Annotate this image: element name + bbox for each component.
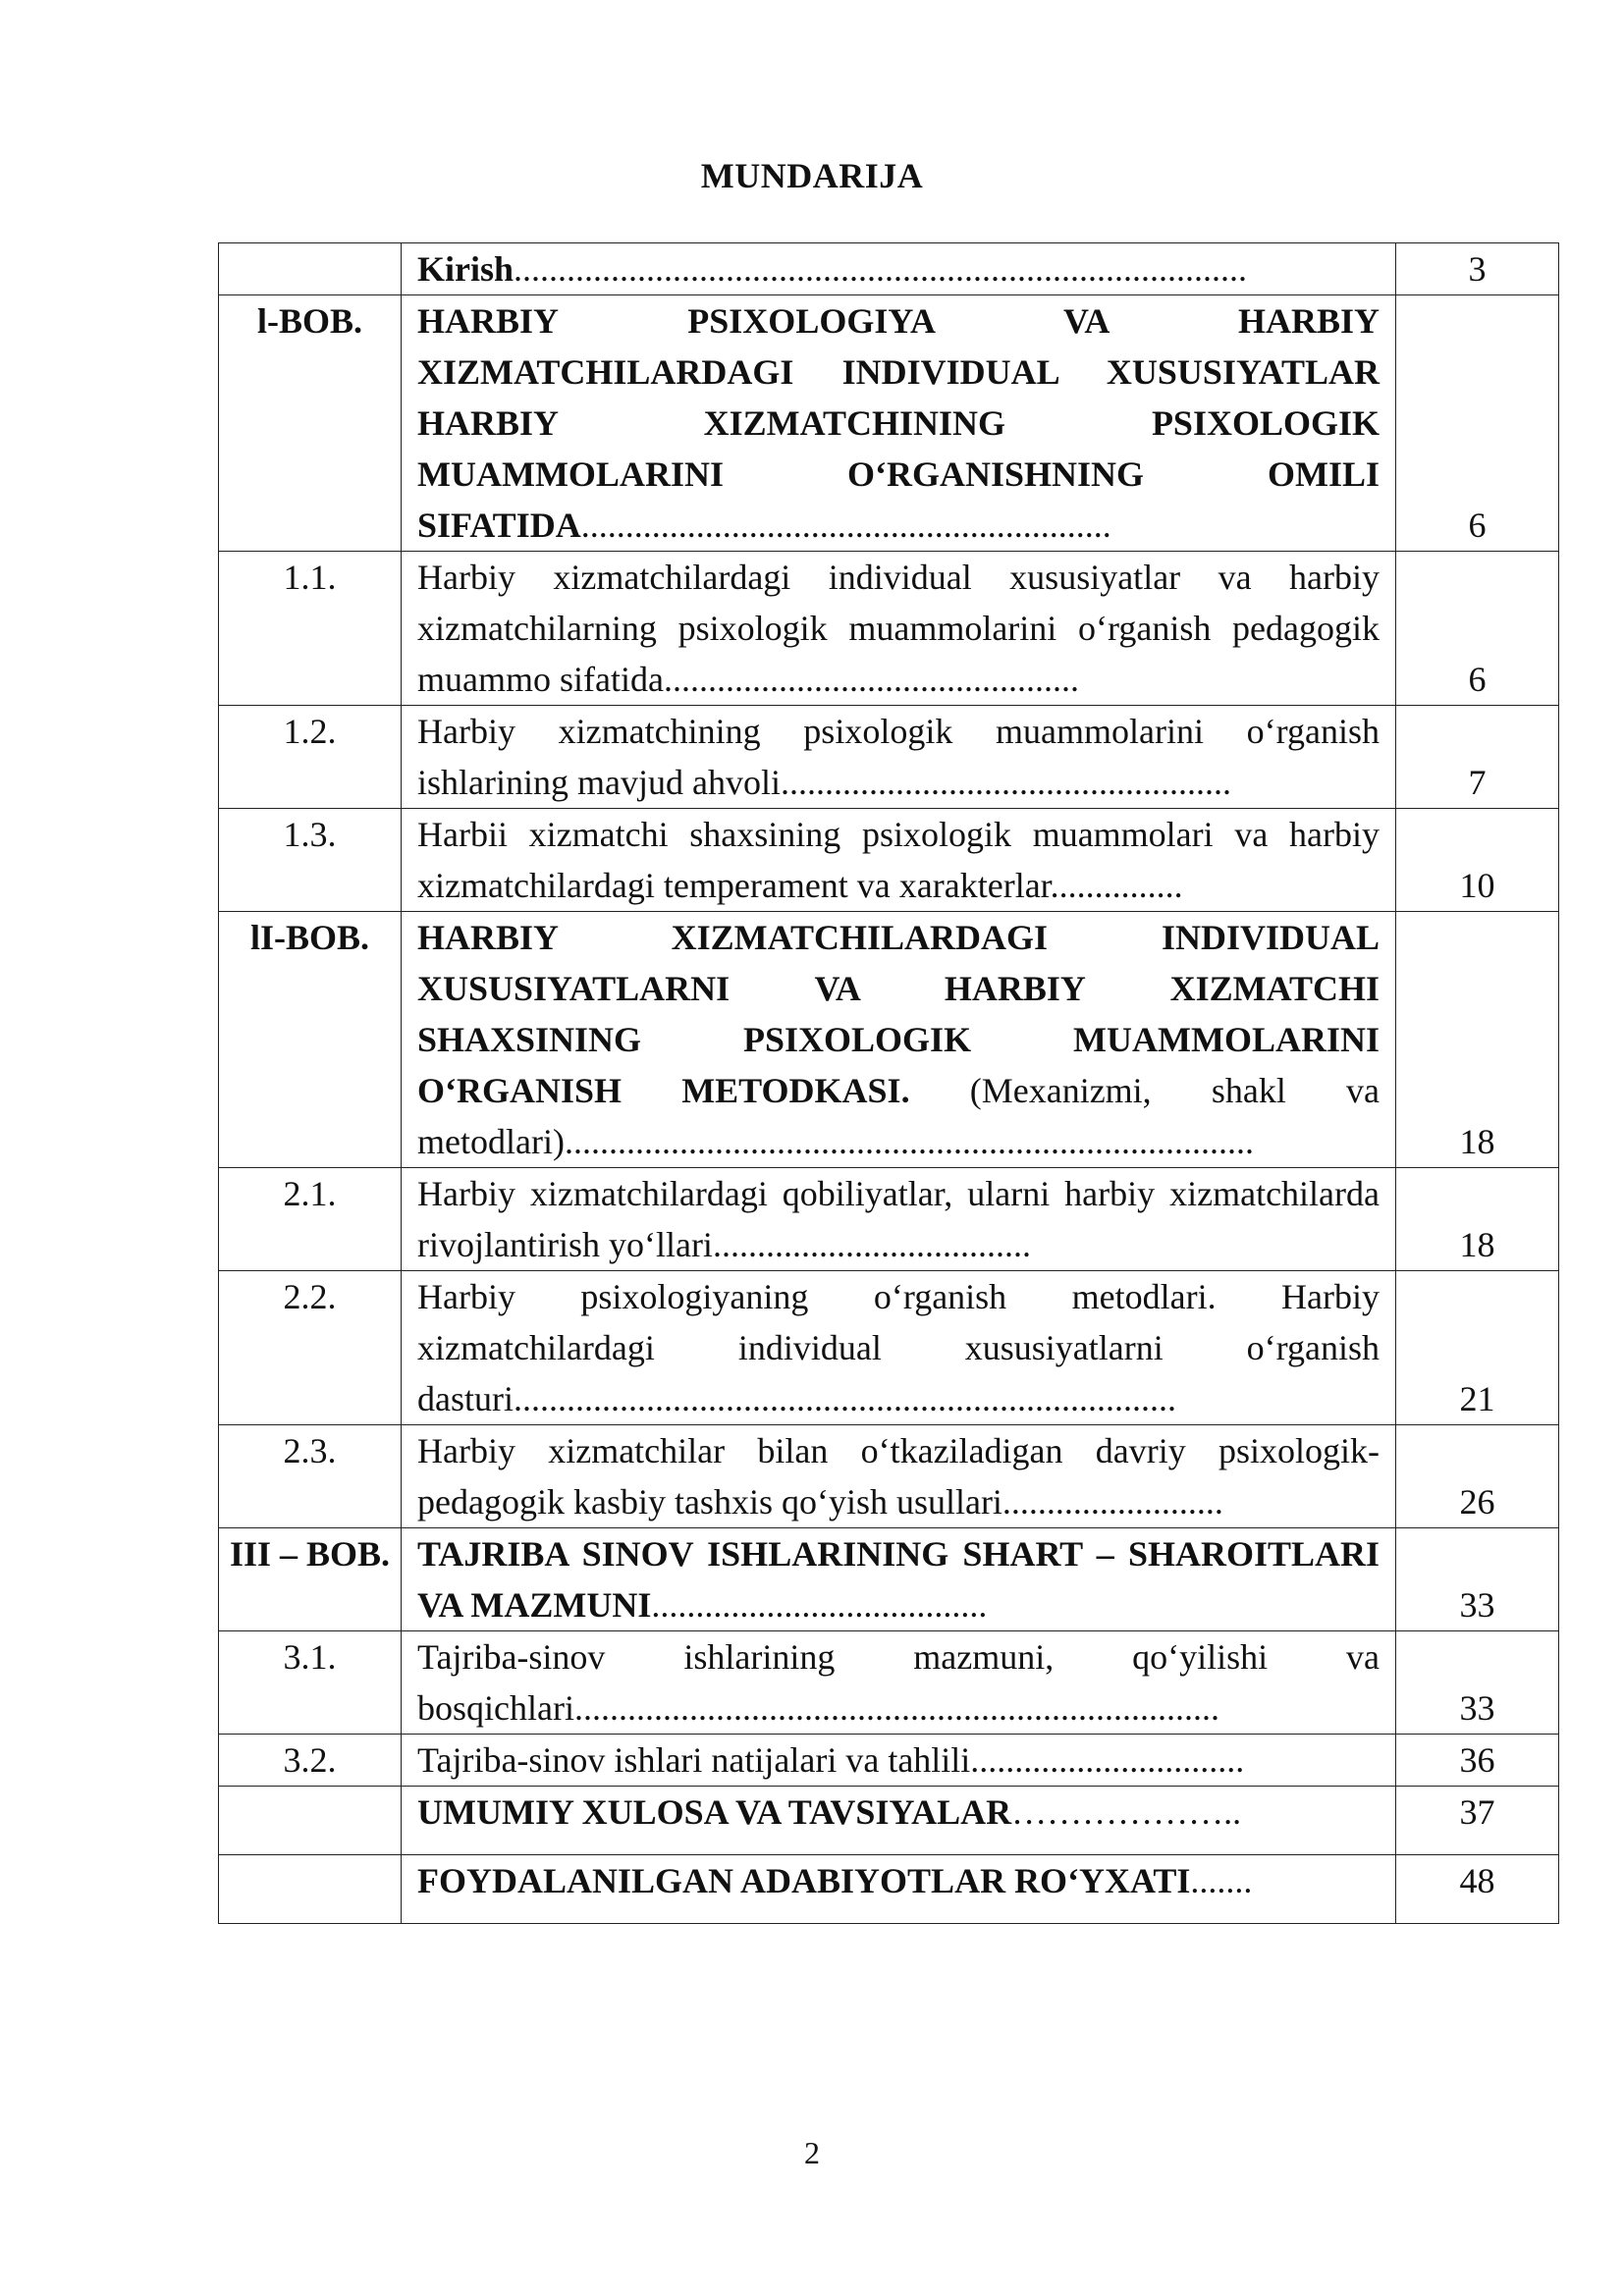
toc-row-3-2 xyxy=(219,1735,1559,1787)
page-number: 2 xyxy=(804,2135,820,2170)
toc-number: 1.3. xyxy=(219,809,402,912)
toc-number xyxy=(219,1855,402,1924)
toc-title xyxy=(402,295,1396,552)
toc-title-main: TAJRIBA SINOV ISHLARINING SHART – SHAROITLARI VA MAZMUNI xyxy=(417,1534,1380,1625)
toc-title-main: Kirish xyxy=(417,249,514,289)
toc-title-main: Harbiy xizmatchilardagi individual xususiyatlar va harbiy xizmatchilarning psixologik muammolarini o‘rganish pedagogik muammo sifatida............................................... xyxy=(417,558,1380,699)
toc-number: III – BOB. xyxy=(219,1528,402,1631)
toc-title xyxy=(402,1528,1396,1631)
toc-title-main: HARBIY PSIXOLOGIYA VA HARBIY XIZMATCHILARDAGI INDIVIDUAL XUSUSIYATLAR HARBIY XIZMATCHINING PSIXOLOGIK MUAMMOLARINI O‘RGANISHNING OMILI SIFATIDA xyxy=(417,301,1380,545)
toc-title xyxy=(402,1168,1396,1271)
toc-title-main: HARBIY XIZMATCHILARDAGI INDIVIDUAL XUSUSIYATLARNI VA HARBIY XIZMATCHI SHAXSINING PSIXOLOGIK MUAMMOLARINI O‘RGANISH METODKASI. xyxy=(417,918,1380,1110)
toc-title-main: FOYDALANILGAN ADABIYOTLAR RO‘YXATI xyxy=(417,1861,1191,1900)
toc-row-chapter-1 xyxy=(219,295,1559,552)
toc-page: 48 xyxy=(1396,1855,1559,1924)
toc-row-1-1 xyxy=(219,552,1559,706)
toc-leader: ...................................... xyxy=(651,1585,988,1625)
toc-row-2-2 xyxy=(219,1271,1559,1425)
toc-row-2-3 xyxy=(219,1425,1559,1528)
toc-page: 26 xyxy=(1396,1425,1559,1528)
toc-page: 33 xyxy=(1396,1631,1559,1735)
toc-title xyxy=(402,1631,1396,1735)
toc-number xyxy=(219,1787,402,1855)
toc-leader: (Mexanizmi, shakl va metodlari).............................................................................. xyxy=(417,1071,1380,1161)
toc-page: 7 xyxy=(1396,706,1559,809)
toc-title-main: Harbiy xizmatchilardagi qobiliyatlar, ularni harbiy xizmatchilarda rivojlantirish yo‘llari.................................... xyxy=(417,1174,1380,1264)
toc-title xyxy=(402,706,1396,809)
toc-row-conclusion xyxy=(219,1787,1559,1855)
toc-page: 10 xyxy=(1396,809,1559,912)
toc-leader: ....... xyxy=(1190,1861,1253,1900)
toc-leader: ................................................................................... xyxy=(514,249,1248,289)
toc-page: 6 xyxy=(1396,295,1559,552)
toc-number: 1.1. xyxy=(219,552,402,706)
toc-page: 3 xyxy=(1396,243,1559,295)
toc-title-main: Harbiy xizmatchilar bilan o‘tkaziladigan davriy psixologik-pedagogik kasbiy tashxis qo‘yish usullari......................... xyxy=(417,1431,1380,1522)
toc-title xyxy=(402,1425,1396,1528)
toc-title-main: Harbii xizmatchi shaxsining psixologik muammolari va harbiy xizmatchilardagi temperament va xarakterlar............... xyxy=(417,815,1380,905)
toc-row-references xyxy=(219,1855,1559,1924)
toc-page: 18 xyxy=(1396,1168,1559,1271)
toc-title xyxy=(402,1271,1396,1425)
toc-number: 2.2. xyxy=(219,1271,402,1425)
toc-page: 18 xyxy=(1396,912,1559,1168)
toc-row-3-1 xyxy=(219,1631,1559,1735)
toc-title-main: UMUMIY XULOSA VA TAVSIYALAR xyxy=(417,1792,1012,1832)
table-of-contents xyxy=(218,242,1559,1924)
toc-page: 21 xyxy=(1396,1271,1559,1425)
toc-title xyxy=(402,1735,1396,1787)
toc-row-1-3 xyxy=(219,809,1559,912)
toc-number: l-BOB. xyxy=(219,295,402,552)
toc-row-chapter-2 xyxy=(219,912,1559,1168)
toc-title-main: Harbiy psixologiyaning o‘rganish metodlari. Harbiy xizmatchilardagi individual xususiyatlarni o‘rganish dasturi........................................................................... xyxy=(417,1277,1380,1418)
toc-number: 3.1. xyxy=(219,1631,402,1735)
toc-leader: ……………….. xyxy=(1011,1792,1242,1832)
toc-page: 33 xyxy=(1396,1528,1559,1631)
toc-title xyxy=(402,552,1396,706)
toc-page: 36 xyxy=(1396,1735,1559,1787)
toc-number: 2.1. xyxy=(219,1168,402,1271)
toc-leader: ............................................................ xyxy=(580,506,1111,545)
toc-title xyxy=(402,809,1396,912)
toc-row-chapter-3 xyxy=(219,1528,1559,1631)
toc-number: 1.2. xyxy=(219,706,402,809)
toc-row-introduction xyxy=(219,243,1559,295)
toc-row-1-2 xyxy=(219,706,1559,809)
toc-title xyxy=(402,1787,1396,1855)
toc-number: lI-BOB. xyxy=(219,912,402,1168)
toc-number: 2.3. xyxy=(219,1425,402,1528)
toc-number: 3.2. xyxy=(219,1735,402,1787)
page-title: MUNDARIJA xyxy=(700,156,924,195)
toc-page: 37 xyxy=(1396,1787,1559,1855)
toc-row-2-1 xyxy=(219,1168,1559,1271)
toc-title-main: Harbiy xizmatchining psixologik muammolarini o‘rganish ishlarining mavjud ahvoli................................................... xyxy=(417,712,1380,802)
toc-number xyxy=(219,243,402,295)
toc-page: 6 xyxy=(1396,552,1559,706)
toc-title-main: Tajriba-sinov ishlarining mazmuni, qo‘yilishi va bosqichlari......................................................................... xyxy=(417,1637,1380,1728)
toc-title xyxy=(402,243,1396,295)
toc-title xyxy=(402,912,1396,1168)
toc-title xyxy=(402,1855,1396,1924)
toc-title-main: Tajriba-sinov ishlari natijalari va tahlili............................... xyxy=(417,1740,1245,1780)
